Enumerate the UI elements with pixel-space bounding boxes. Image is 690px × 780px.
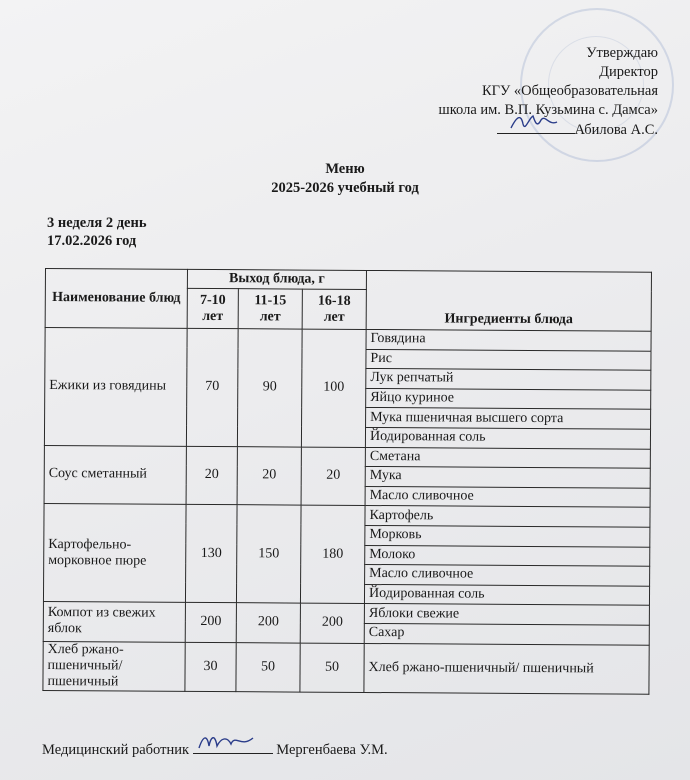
- dish-weight-11-15: 20: [237, 446, 301, 505]
- director-signature: [497, 120, 575, 134]
- ingredient-cell: Картофель: [365, 506, 650, 527]
- dish-weight-7-10: 130: [185, 505, 237, 603]
- ingredient-cell: Сметана: [365, 447, 650, 468]
- title-block: [0, 160, 690, 198]
- approval-signer: Абилова А.С.: [574, 122, 658, 138]
- header-age-16-18: 16-18 лет: [302, 289, 366, 329]
- ingredient-cell: Масло сливочное: [365, 565, 650, 586]
- dish-name-cell: Ежики из говядины: [44, 328, 187, 446]
- header-output: Выход блюда, г: [187, 269, 366, 289]
- dish-name-cell: Компот из свежих яблок: [43, 602, 185, 642]
- ingredient-cell: Мука: [365, 467, 650, 488]
- dish-weight-16-18: 180: [300, 505, 365, 603]
- menu-table-body: [43, 328, 651, 694]
- ingredient-row: [44, 445, 650, 468]
- ingredient-cell: Йодированная соль: [365, 427, 650, 448]
- week-day: 3 неделя 2 день: [47, 215, 147, 231]
- medical-signature: [193, 740, 273, 754]
- footer-role: Медицинский работник: [42, 742, 190, 758]
- dish-weight-11-15: 50: [236, 642, 300, 691]
- approval-line-3: КГУ «Общеобразовательная: [481, 83, 658, 99]
- approval-line-4: школа им. В.П. Кузьмина с. Дамса»: [438, 102, 658, 118]
- approval-signature-line: [439, 120, 658, 140]
- dish-weight-7-10: 200: [185, 603, 236, 642]
- ingredient-cell: Йодированная соль: [364, 584, 649, 605]
- menu-table: [42, 268, 652, 694]
- ingredient-row: [43, 641, 649, 694]
- ingredient-cell: Морковь: [365, 525, 650, 546]
- dish-weight-16-18: 20: [301, 447, 365, 506]
- ingredient-cell: Яблоки свежие: [364, 604, 649, 625]
- dish-weight-7-10: 30: [185, 642, 236, 691]
- approval-line-1: Утверждаю: [586, 45, 658, 61]
- dish-weight-16-18: 200: [300, 603, 364, 643]
- dish-weight-11-15: 150: [236, 505, 301, 603]
- ingredient-cell: Рис: [366, 349, 651, 370]
- dish-name-cell: Хлеб ржано-пшеничный/ пшеничный: [43, 641, 185, 691]
- ingredient-cell: Лук репчатый: [366, 369, 651, 390]
- header-dish-name: Наименование блюд: [45, 269, 187, 329]
- dish-weight-7-10: 70: [186, 328, 238, 446]
- approval-line-2: Директор: [599, 64, 658, 80]
- ingredient-row: [43, 602, 649, 625]
- dish-weight-16-18: 100: [301, 329, 366, 447]
- ingredient-row: [44, 504, 650, 527]
- dish-name-cell: Соус сметанный: [44, 445, 186, 505]
- footer-name: Мергенбаева У.М.: [276, 742, 388, 758]
- header-ingredients: Ингредиенты блюда: [366, 270, 651, 331]
- page-title: Меню: [325, 161, 365, 177]
- medical-signature-icon: [197, 730, 257, 752]
- period-block: [47, 214, 147, 250]
- ingredient-cell: Говядина: [366, 329, 651, 350]
- ingredient-cell: Масло сливочное: [365, 486, 650, 507]
- header-age-7-10: 7-10 лет: [187, 288, 238, 328]
- ingredient-cell: Мука пшеничная высшего сорта: [366, 408, 651, 429]
- ingredient-cell: Молоко: [365, 545, 650, 566]
- ingredient-row: [45, 328, 651, 351]
- dish-weight-16-18: 50: [300, 643, 364, 692]
- dish-weight-11-15: 200: [236, 603, 300, 643]
- ingredient-cell: Хлеб ржано-пшеничный/ пшеничный: [364, 643, 649, 694]
- header-age-11-15: 11-15 лет: [238, 289, 302, 329]
- ingredient-cell: Яйцо куриное: [366, 388, 651, 409]
- dish-weight-11-15: 90: [237, 329, 302, 447]
- ingredient-cell: Сахар: [364, 623, 649, 644]
- menu-date: 17.02.2026 год: [47, 233, 137, 249]
- dish-name-cell: Картофельно-морковное пюре: [43, 504, 186, 603]
- director-signature-icon: [509, 112, 559, 134]
- approval-block: [439, 44, 658, 140]
- page-subtitle: 2025-2026 учебный год: [271, 180, 419, 196]
- footer-signature: [42, 740, 388, 759]
- dish-weight-7-10: 20: [186, 446, 237, 505]
